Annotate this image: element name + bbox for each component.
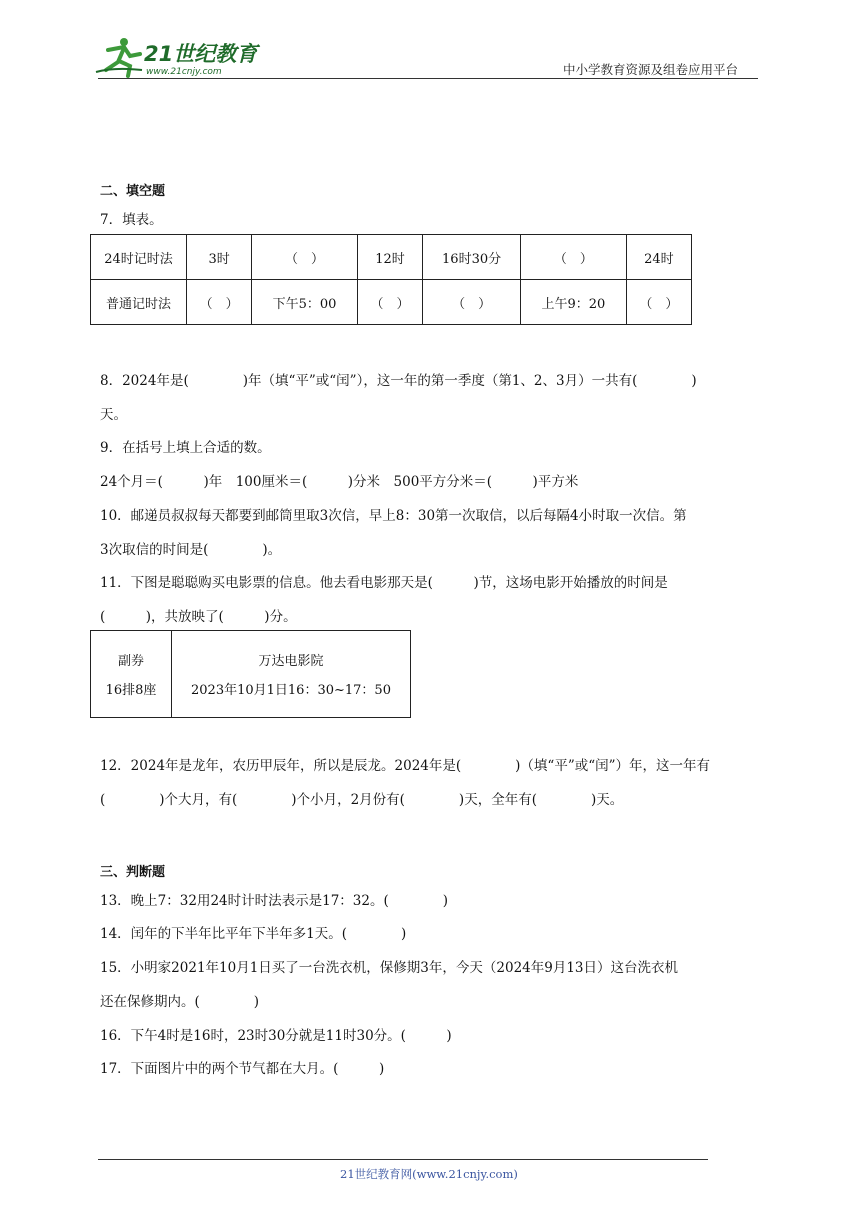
table-cell: 24时记时法 [91, 235, 187, 280]
table-cell: 16时30分 [423, 235, 521, 280]
ticket-stub: 副券 [91, 631, 172, 674]
table-cell: 3时 [187, 235, 252, 280]
table-cell: （ ） [187, 280, 252, 325]
site-logo [94, 34, 264, 78]
table-row [91, 631, 411, 674]
q8-line1: 8．2024年是( )年（填“平”或“闰”），这一年的第一季度（第1、2、3月）一共有( ) [100, 373, 697, 389]
table-cell: （ ） [521, 235, 627, 280]
table-cell: （ ） [423, 280, 521, 325]
q12-line2: ( )个大月，有( )个小月，2月份有( )天，全年有( )天。 [100, 792, 624, 808]
table-cell: 上午9：20 [521, 280, 627, 325]
table-cell: 下午5：00 [252, 280, 358, 325]
table-cell: （ ） [357, 280, 422, 325]
q12-line1: 12．2024年是龙年，农历甲辰年，所以是辰龙。2024年是( )（填“平”或“闰”）年，这一年有 [100, 758, 711, 774]
q10-line2: 3次取信的时间是( )。 [100, 542, 282, 558]
q15-line2: 还在保修期内。( ) [100, 994, 260, 1010]
q17: 17．下面图片中的两个节气都在大月。( ) [100, 1061, 385, 1077]
q16: 16．下午4时是16时，23时30分就是11时30分。( ) [100, 1028, 452, 1044]
q11-line1: 11．下图是聪聪购买电影票的信息。他去看电影那天是( )节，这场电影开始播放的时间是 [100, 575, 668, 591]
q7-table [90, 234, 692, 325]
table-cell: 12时 [357, 235, 422, 280]
footer-link[interactable]: 21世纪教育网(www.21cnjy.com) [340, 1167, 518, 1181]
q8-line2: 天。 [100, 407, 127, 423]
q9-line1: 9．在括号上填上合适的数。 [100, 440, 271, 456]
section-title-judge: 三、判断题 [100, 865, 166, 880]
header-divider [98, 78, 758, 79]
section-title-fill: 二、填空题 [100, 184, 166, 199]
q10-line1: 10．邮递员叔叔每天都要到邮筒里取3次信，早上8：30第一次取信，以后每隔4小时取一次信。第 [100, 508, 687, 524]
ticket-cinema: 万达电影院 [172, 631, 411, 674]
logo-text: 21世纪教育 [144, 42, 258, 66]
q13: 13．晚上7：32用24时计时法表示是17：32。( ) [100, 893, 449, 909]
q14: 14．闰年的下半年比平年下半年多1天。( ) [100, 926, 407, 942]
q9-line2: 24个月＝( )年 100厘米＝( )分米 500平方分米＝( )平方米 [100, 474, 579, 490]
table-cell: 24时 [626, 235, 691, 280]
table-row [91, 235, 692, 280]
site-slogan: 中小学教育资源及组卷应用平台 [563, 62, 739, 77]
table-row [91, 280, 692, 325]
ticket-seat: 16排8座 [91, 673, 172, 718]
table-cell: （ ） [626, 280, 691, 325]
footer-divider [98, 1159, 708, 1160]
q15-line1: 15．小明家2021年10月1日买了一台洗衣机，保修期3年，今天（2024年9月13日）这台洗衣机 [100, 960, 679, 976]
ticket-datetime: 2023年10月1日16：30~17：50 [172, 673, 411, 718]
runner-icon [96, 38, 142, 76]
q11-line2: ( )，共放映了( )分。 [100, 609, 297, 625]
table-cell: 普通记时法 [91, 280, 187, 325]
movie-ticket [90, 630, 411, 718]
table-cell: （ ） [252, 235, 358, 280]
logo-url: www.21cnjy.com [146, 67, 222, 77]
q7-stem: 7．填表。 [100, 212, 163, 228]
table-row [91, 673, 411, 718]
